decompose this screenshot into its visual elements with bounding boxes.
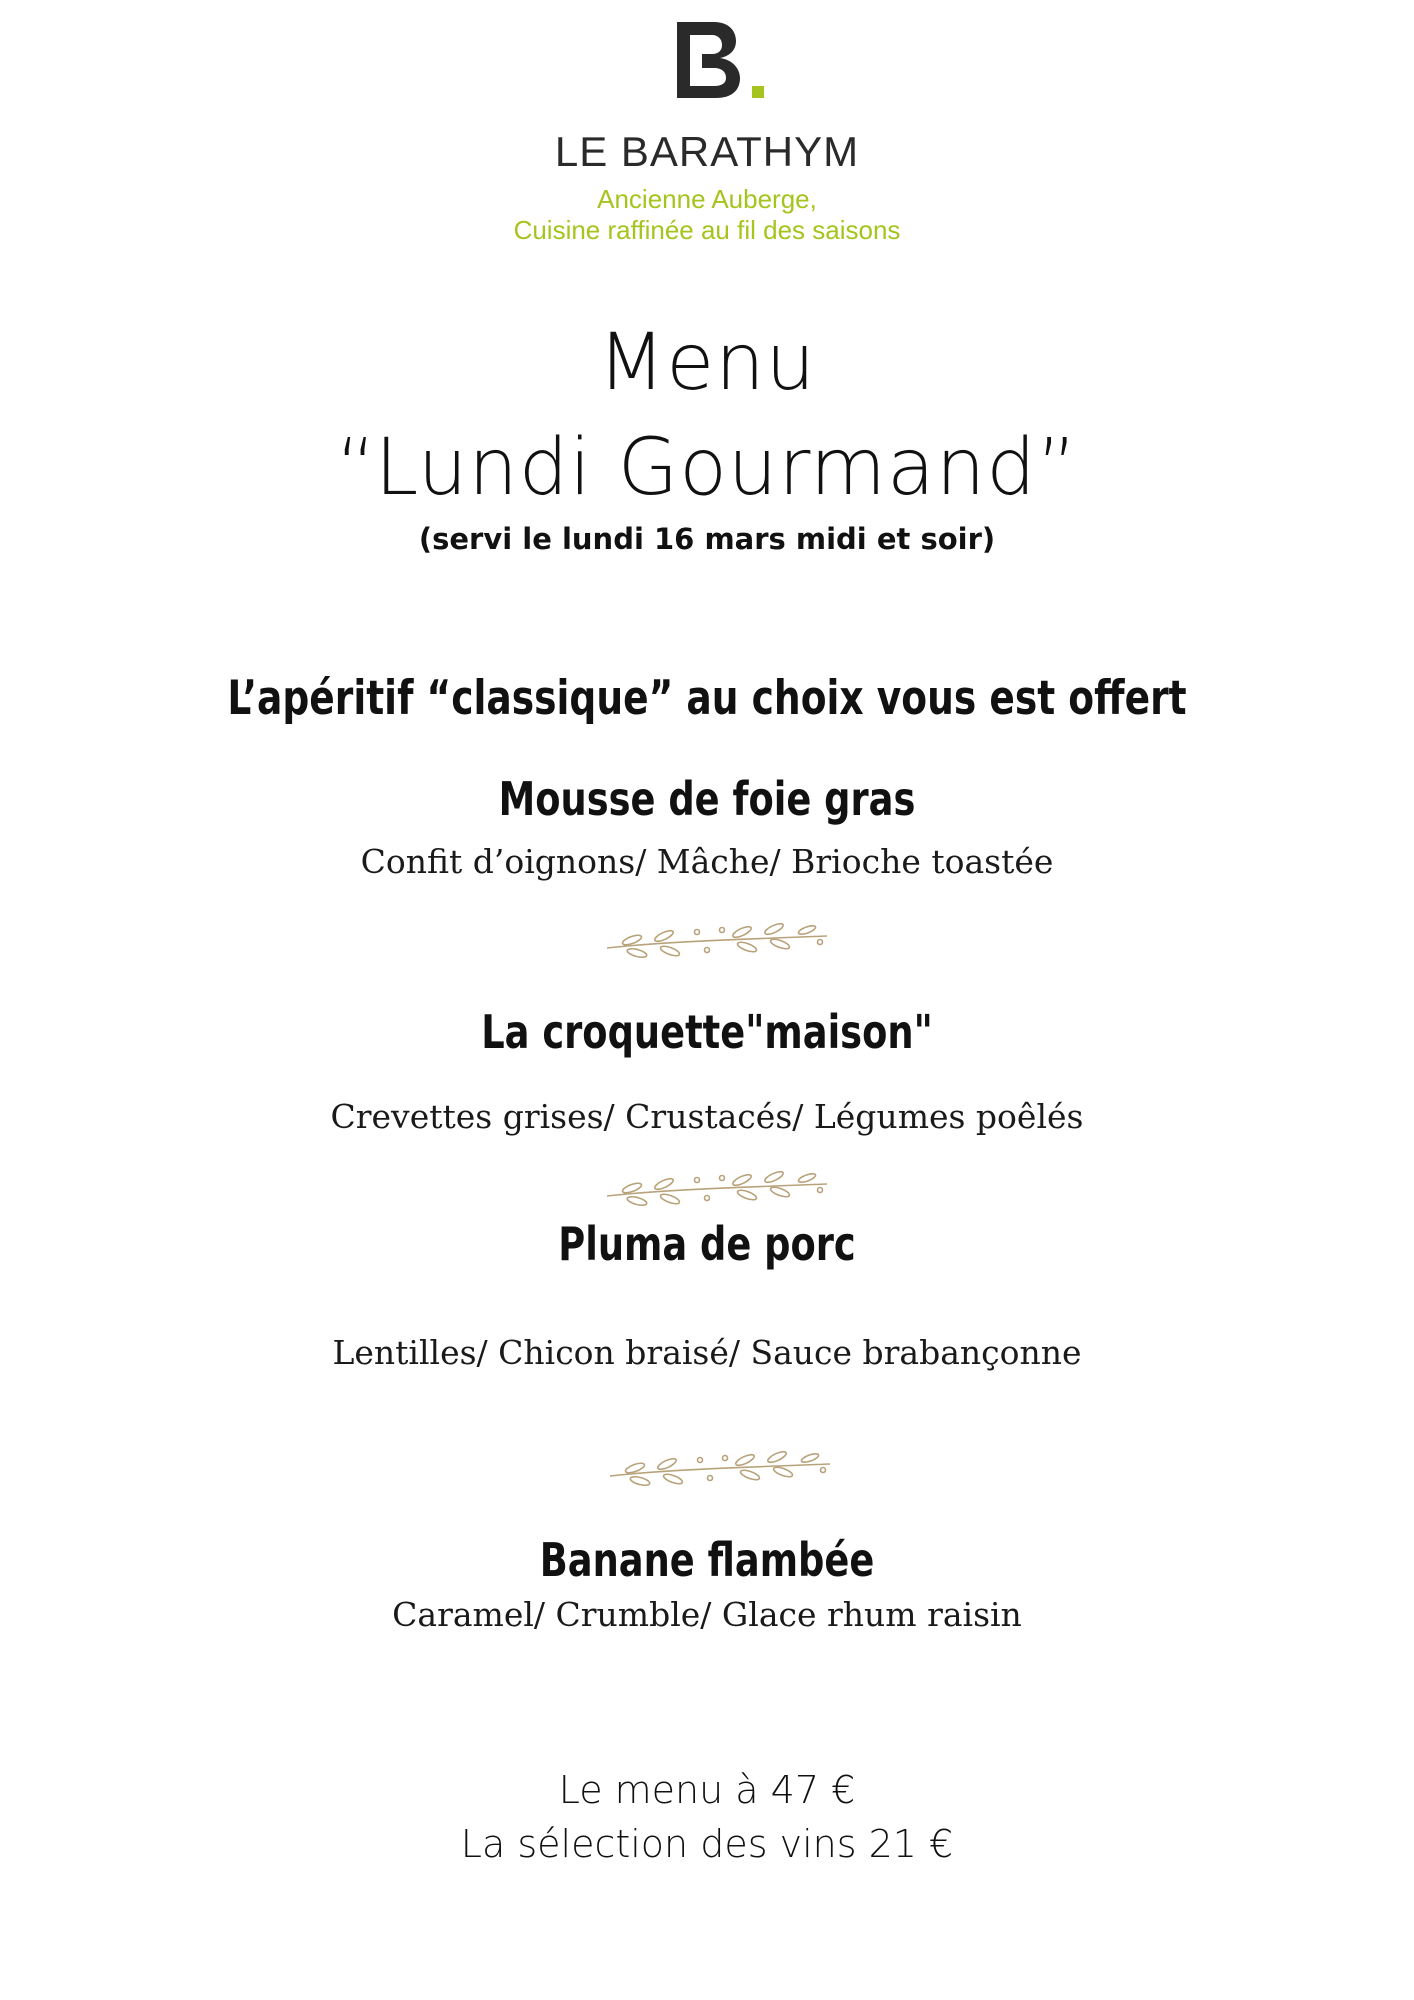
menu-subtitle: (servi le lundi 16 mars midi et soir) (418, 522, 996, 556)
laurel-branch-icon (602, 1168, 832, 1218)
menu-price: Le menu à 47 € (558, 1768, 856, 1812)
course-description: Lentilles/ Chicon braisé/ Sauce brabançonne (332, 1333, 1082, 1372)
course-name: Banane flambée (539, 1533, 875, 1587)
barathym-logo-icon (672, 18, 772, 108)
brand-tagline-line2: Cuisine raffinée au fil des saisons (513, 215, 901, 245)
course-name: Pluma de porc (558, 1217, 856, 1271)
menu-title-line2: “Lundi Gourmand” (335, 423, 1079, 513)
course-name: La croquette"maison" (481, 1005, 933, 1059)
menu-title-line1: Menu (597, 318, 817, 408)
wine-price: La sélection des vins 21 € (460, 1822, 954, 1866)
brand-name: LE BARATHYM (554, 128, 860, 175)
brand-tagline-line1: Ancienne Auberge, (597, 184, 817, 214)
course-name: Mousse de foie gras (498, 772, 916, 826)
course-description: Crevettes grises/ Crustacés/ Légumes poêlés (330, 1097, 1084, 1136)
course-description: Confit d’oignons/ Mâche/ Brioche toastée (360, 842, 1054, 881)
aperitif-offer: L’apéritif “classique” au choix vous est offert (227, 671, 1187, 726)
course-description: Caramel/ Crumble/ Glace rhum raisin (392, 1595, 1022, 1634)
laurel-branch-icon (605, 1448, 835, 1498)
laurel-branch-icon (602, 920, 832, 970)
